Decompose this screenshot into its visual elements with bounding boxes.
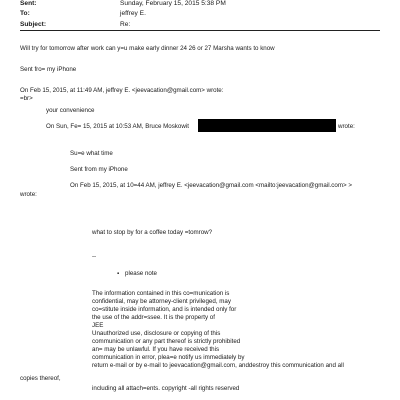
sent-label: Sent: bbox=[20, 0, 37, 7]
disclaimer-line: return e-mail or by e-mail to jeevacation@gmail.com, anddestroy this communication and all bbox=[92, 362, 344, 369]
quote-3-wrote: wrote: bbox=[20, 191, 37, 198]
quote-1-header: On Feb 15, 2015, at 11:49 AM, jeffrey E. <jeevacation@gmail.com> wrote: bbox=[20, 87, 224, 94]
sent-value: Sunday, February 15, 2015 5:38 PM bbox=[120, 0, 226, 7]
signature-2: Sent from my iPhone bbox=[70, 166, 128, 173]
quote-3-text: what to stop by for a coffee today =tomrow? bbox=[92, 229, 213, 236]
copies-line: copies thereof, bbox=[20, 375, 61, 382]
to-label: To: bbox=[20, 10, 30, 17]
quote-2-text: Su=e what time bbox=[70, 150, 113, 157]
subject-value: Re: bbox=[120, 21, 131, 28]
dashes: -- bbox=[92, 253, 97, 260]
quote-1-text: your convenience bbox=[46, 107, 95, 114]
signature-1: Sent fro= my iPhone bbox=[20, 66, 77, 73]
disclaimer-line: The information contained in this co=munication is bbox=[92, 290, 230, 297]
to-value: jeffrey E. bbox=[120, 10, 146, 17]
disclaimer-line: communication or any part thereof is strictly prohibited bbox=[92, 338, 241, 345]
disclaimer-line: an= may be unlawful. If you have received this bbox=[92, 346, 220, 353]
quote-1-br: =br> bbox=[20, 95, 33, 102]
quote-2-header-post: wrote: bbox=[338, 123, 355, 130]
disclaimer-line: Unauthorized use, disclosure or copying of this bbox=[92, 330, 221, 337]
disclaimer-line: JEE bbox=[92, 322, 104, 329]
redaction-box bbox=[198, 119, 336, 132]
subject-label: Subject: bbox=[20, 21, 47, 28]
body-line-1: Will try for tomorrow after work can y=u make early dinner 24 26 or 27 Marsha wants to know bbox=[20, 45, 275, 52]
disclaimer-line: communication in error, plea=e notify us immediately by bbox=[92, 354, 245, 361]
disclaimer-line: confidential, may be attorney-client privileged, may bbox=[92, 298, 231, 305]
header-divider bbox=[20, 30, 380, 31]
quote-3-header: On Feb 15, 2015, at 10=44 AM, jeffrey E. <jeevacation@gmail.com <mailto:jeevacation@gmail.com> > bbox=[70, 182, 352, 189]
disclaimer-line: the use of the addr=ssee. It is the property of bbox=[92, 314, 215, 321]
quote-2-header-pre: On Sun, Fe= 15, 2015 at 10:53 AM, Bruce Moskowit bbox=[46, 123, 189, 130]
please-note: please note bbox=[125, 270, 157, 277]
last-line: including all attach=ents. copyright -all rights reserved bbox=[92, 385, 240, 392]
bullet-icon: ▪ bbox=[117, 271, 120, 277]
disclaimer-line: co=stitute inside information, and is intended only for bbox=[92, 306, 237, 313]
